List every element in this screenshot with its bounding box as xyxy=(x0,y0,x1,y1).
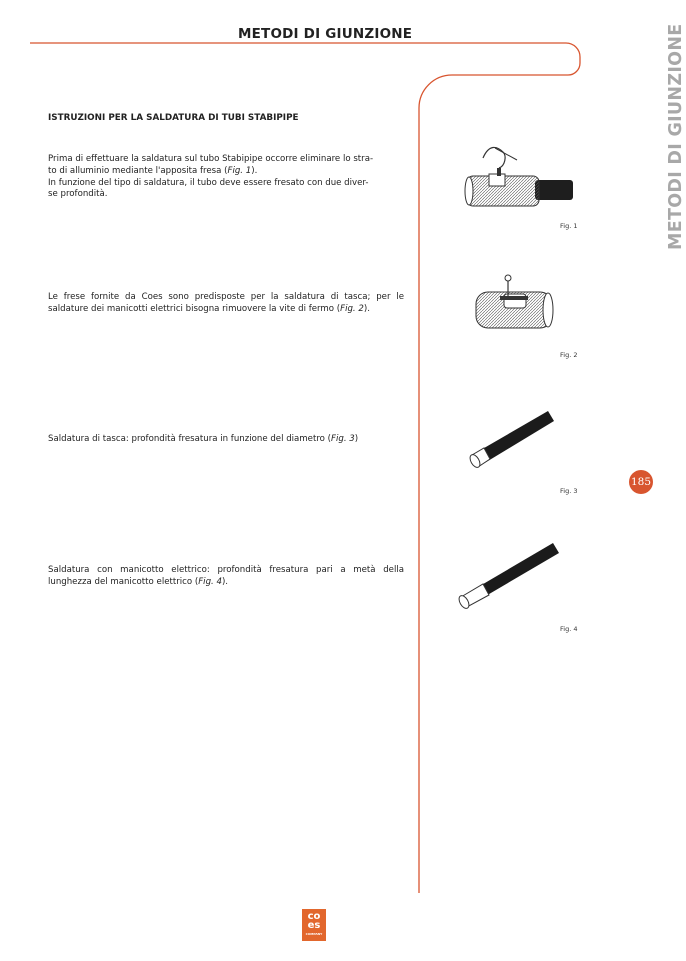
paragraph-4: Saldatura con manicotto elettrico: profondità fresatura pari a metà della lunghezza del manicotto elettrico (Fig. 4). xyxy=(48,565,404,587)
figure-reference: Fig. 3 xyxy=(331,434,355,444)
header-title: METODI DI GIUNZIONE xyxy=(238,26,413,42)
side-section-title-text: METODI DI GIUNZIONE xyxy=(666,23,686,250)
figure-2-image xyxy=(470,272,560,337)
paragraph-3: Saldatura di tasca: profondità fresatura in funzione del diametro (Fig. 3) xyxy=(48,434,359,444)
coes-logo: co es COMPANY xyxy=(302,909,326,941)
paragraph-2: Le frese fornite da Coes sono predisposte per la saldatura di tasca; per le saldature dei manicotti elettrici bisogna rimuovere la vite di fermo (Fig. 2). xyxy=(48,292,404,314)
figure-4-label: Fig. 4 xyxy=(560,625,578,633)
section-title: ISTRUZIONI PER LA SALDATURA DI TUBI STABIPIPE xyxy=(48,113,299,123)
figure-2-label: Fig. 2 xyxy=(560,351,578,359)
side-section-title xyxy=(634,23,686,260)
paragraph-1-line: In funzione del tipo di saldatura, il tubo deve essere fresato con due diver- xyxy=(48,177,369,188)
figure-1-image xyxy=(455,140,580,215)
paragraph-1-line: se profondità. xyxy=(48,189,108,200)
figure-reference: Fig. 2 xyxy=(340,303,364,314)
figure-1-label: Fig. 1 xyxy=(560,222,578,230)
figure-3-label: Fig. 3 xyxy=(560,487,578,495)
paragraph-1-line: Prima di effettuare la saldatura sul tubo Stabipipe occorre eliminare lo stra- xyxy=(48,154,374,164)
figure-reference: Fig. 1 xyxy=(227,165,252,176)
page-number: 185 xyxy=(629,470,653,494)
paragraph-1-line: to di alluminio mediante l'apposita fresa (Fig. 1). xyxy=(48,165,258,176)
paragraph-1 xyxy=(48,154,404,201)
figure-4-image xyxy=(455,535,565,615)
figure-reference: Fig. 4 xyxy=(198,576,222,587)
figure-3-image xyxy=(462,405,562,475)
